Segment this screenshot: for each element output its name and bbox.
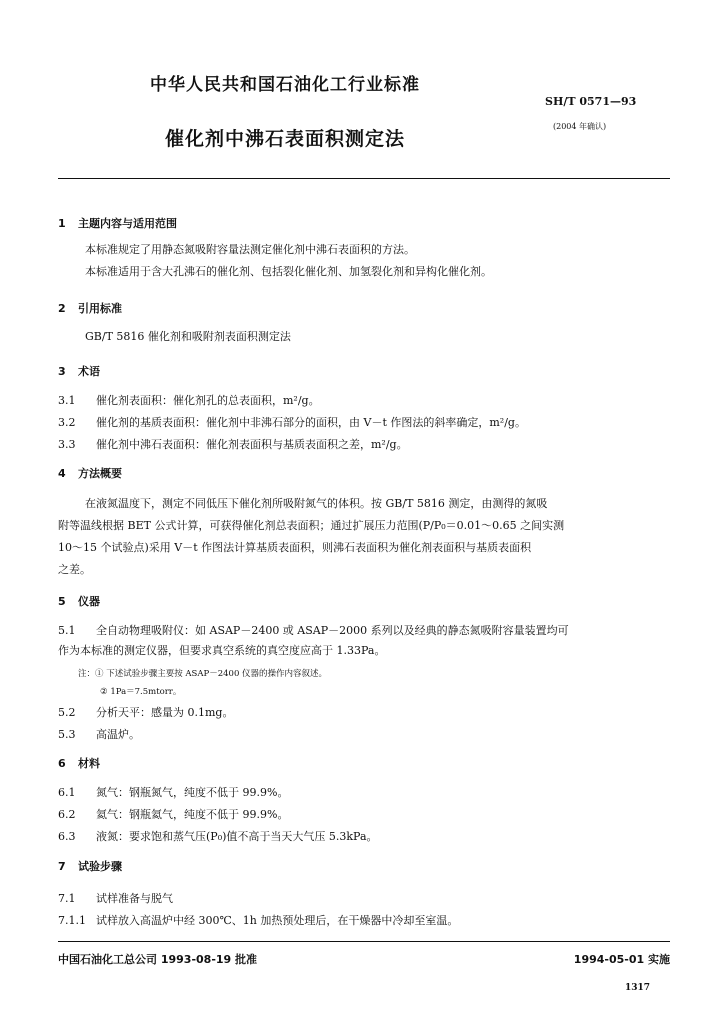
section-number: 3 xyxy=(58,365,66,378)
footer-divider xyxy=(58,941,670,942)
section-number: 2 xyxy=(58,302,66,315)
section-7-heading xyxy=(58,858,122,874)
confirmation-note: (2004 年确认) xyxy=(553,122,607,131)
procedure-item xyxy=(58,890,173,906)
item-continuation: 作为本标准的测定仪器，但要求真空系统的真空度应高于 1.33Pa。 xyxy=(58,644,386,657)
paragraph-line: 附等温线根据 BET 公式计算，可获得催化剂总表面积；通过扩展压力范围(P/P₀＝0.01～0.65 之间实测 xyxy=(58,519,565,532)
item-text: 催化剂中沸石表面积：催化剂表面积与基质表面积之差，m²/g。 xyxy=(96,438,408,451)
section-number: 4 xyxy=(58,467,66,480)
note-2: ② 1Pa＝7.5mtorr。 xyxy=(100,687,182,697)
section-number: 7 xyxy=(58,860,66,873)
note-1: 注：① 下述试验步骤主要按 ASAP－2400 仪器的操作内容叙述。 xyxy=(78,669,328,679)
section-title: 试验步骤 xyxy=(78,860,122,873)
item-number: 5.1 xyxy=(58,624,76,637)
paragraph-line: 之差。 xyxy=(58,563,91,576)
material-item xyxy=(58,828,378,844)
standard-code: SH/T 0571—93 xyxy=(545,95,637,108)
procedure-item xyxy=(58,912,458,928)
section-number: 1 xyxy=(58,217,66,230)
item-number: 3.1 xyxy=(58,394,76,407)
approval-date: 中国石油化工总公司 1993-08-19 批准 xyxy=(58,953,258,966)
item-text: 催化剂表面积：催化剂孔的总表面积，m²/g。 xyxy=(96,394,320,407)
section-2-heading xyxy=(58,300,122,316)
implementation-date: 1994-05-01 实施 xyxy=(573,953,670,966)
item-number: 7.1 xyxy=(58,892,76,905)
section-1-paragraph-1: 本标准规定了用静态氮吸附容量法测定催化剂中沸石表面积的方法。 xyxy=(85,243,415,256)
section-3-heading xyxy=(58,363,100,379)
section-title: 仪器 xyxy=(78,595,100,608)
paragraph-line: 10～15 个试验点)采用 V－t 作图法计算基质表面积，则沸石表面积为催化剂表面积与基质表面积 xyxy=(58,541,532,554)
method-summary-paragraph xyxy=(58,493,670,581)
section-5-heading xyxy=(58,593,100,609)
section-6-heading xyxy=(58,755,100,771)
section-1-heading xyxy=(58,215,177,231)
standard-category-title: 中华人民共和国石油化工行业标准 xyxy=(150,75,420,95)
page-number: 1317 xyxy=(625,983,651,993)
item-text: 试样准备与脱气 xyxy=(96,892,173,905)
item-number: 3.3 xyxy=(58,438,76,451)
item-number: 5.2 xyxy=(58,706,76,719)
section-title: 术语 xyxy=(78,365,100,378)
paragraph-line: 在液氮温度下，测定不同低压下催化剂所吸附氮气的体积。按 GB/T 5816 测定，由测得的氮吸 xyxy=(85,497,548,510)
item-number: 3.2 xyxy=(58,416,76,429)
section-number: 6 xyxy=(58,757,66,770)
item-text: 催化剂的基质表面积：催化剂中非沸石部分的面积，由 V－t 作图法的斜率确定，m²/g。 xyxy=(96,416,526,429)
term-item xyxy=(58,436,408,452)
item-text: 分析天平：感量为 0.1mg。 xyxy=(96,706,234,719)
section-title: 方法概要 xyxy=(78,467,122,480)
item-text: 氮气：钢瓶氮气，纯度不低于 99.9%。 xyxy=(96,786,289,799)
referenced-standard: GB/T 5816 催化剂和吸附剂表面积测定法 xyxy=(85,330,291,343)
item-text: 试样放入高温炉中经 300℃、1h 加热预处理后，在干燥器中冷却至室温。 xyxy=(96,914,459,927)
item-text: 高温炉。 xyxy=(96,728,140,741)
material-item xyxy=(58,784,288,800)
item-number: 6.1 xyxy=(58,786,76,799)
item-text: 液氮：要求饱和蒸气压(P₀)值不高于当天大气压 5.3kPa。 xyxy=(96,830,378,843)
section-number: 5 xyxy=(58,595,66,608)
instrument-item xyxy=(58,704,233,720)
section-4-heading xyxy=(58,465,122,481)
item-text: 氦气：钢瓶氦气，纯度不低于 99.9%。 xyxy=(96,808,289,821)
term-item xyxy=(58,392,320,408)
material-item xyxy=(58,806,288,822)
document-title: 催化剂中沸石表面积测定法 xyxy=(165,128,406,150)
section-title: 主题内容与适用范围 xyxy=(78,217,177,230)
header-divider xyxy=(58,178,670,179)
item-number: 6.3 xyxy=(58,830,76,843)
term-item xyxy=(58,414,526,430)
section-title: 材料 xyxy=(78,757,100,770)
instrument-item xyxy=(58,622,569,638)
section-title: 引用标准 xyxy=(78,302,122,315)
section-1-paragraph-2: 本标准适用于含大孔沸石的催化剂、包括裂化催化剂、加氢裂化剂和异构化催化剂。 xyxy=(85,265,492,278)
item-number: 6.2 xyxy=(58,808,76,821)
item-text: 全自动物理吸附仪：如 ASAP－2400 或 ASAP－2000 系列以及经典的静态氮吸附容量装置均可 xyxy=(96,624,569,637)
item-number: 5.3 xyxy=(58,728,76,741)
item-number: 7.1.1 xyxy=(58,914,86,927)
instrument-item xyxy=(58,726,140,742)
